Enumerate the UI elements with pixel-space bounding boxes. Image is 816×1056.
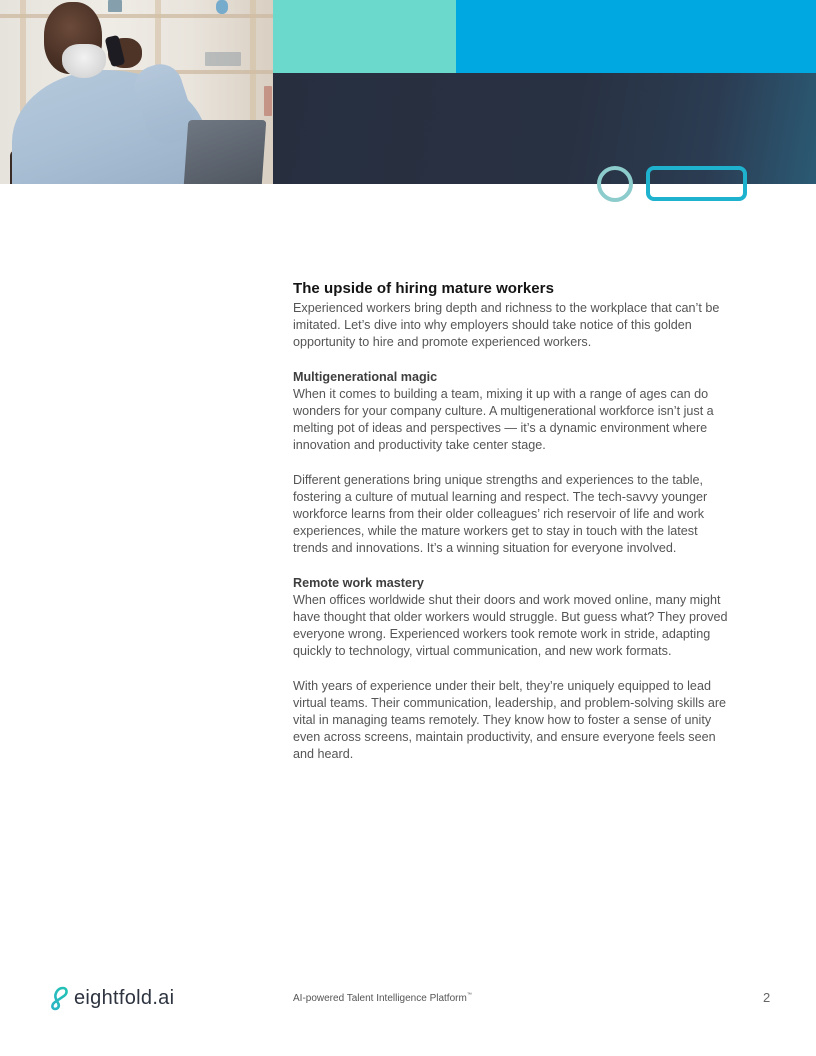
header-banner <box>0 0 816 210</box>
section-heading: Multigenerational magic <box>293 369 438 384</box>
section-paragraph: When it comes to building a team, mixing it up with a range of ages can do wonders for your company culture. A multigenerational workforce isn’t just a melting pot of ideas and perspectives — it’s a dynamic environment where innovation and productivity take center stage. <box>293 386 714 453</box>
decorative-rounded-rect-icon <box>646 166 747 201</box>
eightfold-logo <box>46 985 174 1011</box>
laptop-image <box>184 120 267 184</box>
article-body <box>293 280 733 764</box>
footer-tagline <box>293 992 472 1004</box>
section-paragraph: When offices worldwide shut their doors and work moved online, many might have thought that older workers would struggle. But guess what? They proved everyone wrong. Experienced workers took remote work in stride, adapting quickly to technology, virtual communication, and new work formats. <box>293 592 728 659</box>
section-multigenerational-magic <box>293 369 733 558</box>
logo-wordmark: eightfold.ai <box>74 987 175 1009</box>
tagline-text: AI-powered Talent Intelligence Platform <box>293 993 467 1004</box>
teal-color-block <box>273 0 456 73</box>
section-heading: Remote work mastery <box>293 575 424 590</box>
trademark-mark: ™ <box>466 992 472 998</box>
page-number: 2 <box>763 990 771 1005</box>
infinity-loop-icon <box>46 985 70 1011</box>
blue-color-block <box>456 0 816 73</box>
decorative-circle-icon <box>597 166 633 202</box>
section-remote-work-mastery <box>293 575 733 764</box>
hero-photo <box>0 0 273 184</box>
section-paragraph: Different generations bring unique strengths and experiences to the table, fostering a culture of mutual learning and respect. The tech-savvy younger workforce learns from their older colleagues’ rich reservoir of life and work experiences, while the mature workers get to stay in touch with the latest trends and innovations. It’s a winning situation for everyone involved. <box>293 472 708 556</box>
article-title: The upside of hiring mature workers <box>293 280 554 297</box>
section-paragraph: With years of experience under their belt, they’re uniquely equipped to lead virtual teams. Their communication, leadership, and problem-solving skills are vital in managing teams remotely. They know how to foster a sense of unity even across screens, maintain productivity, and ensure everyone feels seen and heard. <box>293 678 727 762</box>
article-intro: Experienced workers bring depth and richness to the workplace that can’t be imitated. Let’s dive into why employers should take notice of this golden opportunity to hire and promote experienced workers. <box>293 301 720 350</box>
